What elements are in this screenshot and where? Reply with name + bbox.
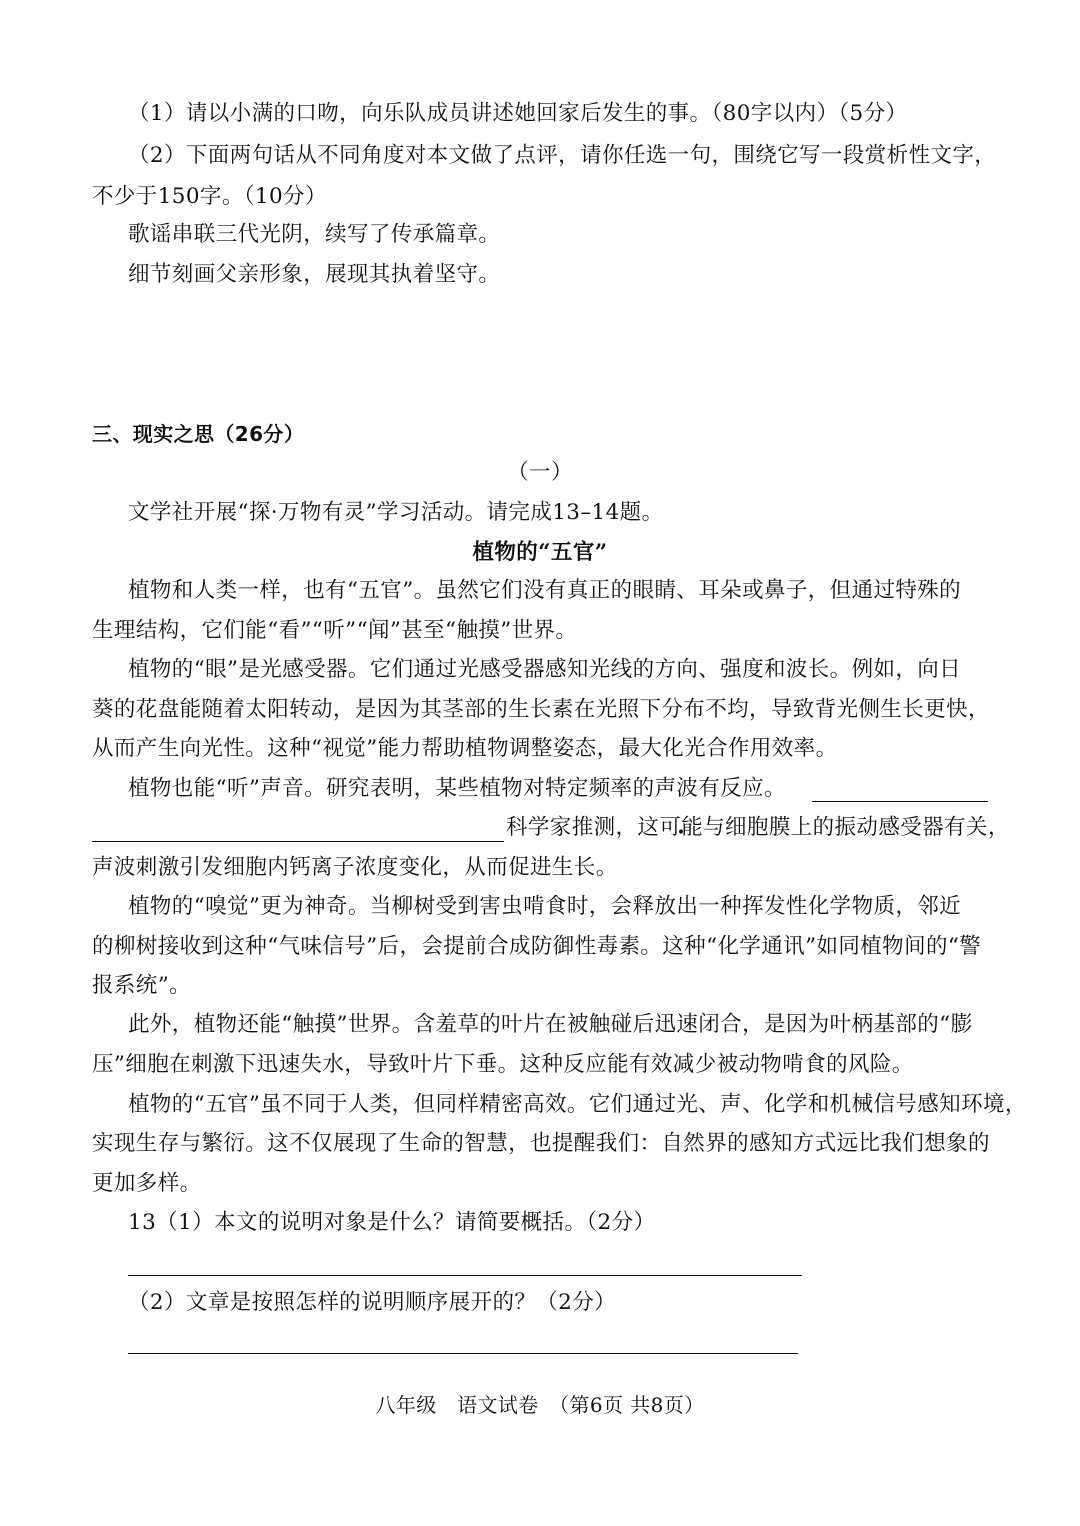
article-title: 植物的“五官” <box>472 540 608 565</box>
paragraph-6-line-3: 更加多样。 <box>92 1171 202 1196</box>
section-heading: 三、现实之思（26分） <box>92 422 305 446</box>
paragraph-3-line-1: 植物也能“听”声音。研究表明，某些植物对特定频率的声波有反应。 <box>128 776 786 801</box>
paragraph-3-line-3: 声波刺激引发细胞内钙离子浓度变化，从而促进生长。 <box>92 855 618 880</box>
paragraph-5-line-1: 此外，植物还能“触摸”世界。含羞草的叶片在被触碰后迅速闭合，是因为叶柄基部的“膨 <box>128 1012 973 1037</box>
question-2-prompt: （2）下面两句话从不同角度对本文做了点评，请你任选一句，围绕它写一段赏析性文字， <box>128 143 997 168</box>
comment-option-2: 细节刻画父亲形象，展现其执着坚守。 <box>128 262 501 287</box>
part-heading: （一） <box>507 460 573 485</box>
paragraph-5-line-2: 压”细胞在刺激下迅速失水，导致叶片下垂。这种反应能有效减少被动物啃食的风险。 <box>92 1052 914 1077</box>
answer-line-13-2[interactable] <box>128 1353 798 1354</box>
paragraph-4-line-1: 植物的“嗅觉”更为神奇。当柳树受到害虫啃食时，会释放出一种挥发性化学物质，邻近 <box>128 894 962 919</box>
fill-in-blank-line-cont[interactable] <box>92 841 504 842</box>
paragraph-4-line-3: 报系统”。 <box>92 973 191 998</box>
activity-intro: 文学社开展“探·万物有灵”学习活动。请完成13–14题。 <box>128 500 664 525</box>
question-13-2: （2）文章是按照怎样的说明顺序展开的？（2分） <box>128 1290 617 1315</box>
paragraph-3-line-2: 科学家推测，这可能 •与细胞膜上的振动感受器有关， <box>506 812 1010 844</box>
fill-in-blank-line[interactable] <box>812 801 988 802</box>
paragraph-6-line-2: 实现生存与繁衍。这不仅展现了生命的智慧，也提醒我们：自然界的感知方式远比我们想象的 <box>92 1131 990 1156</box>
emphasis-dotted-word: 可能 • <box>659 812 703 844</box>
question-2-prompt-cont: 不少于150字。（10分） <box>92 184 327 209</box>
paragraph-2-line-3: 从而产生向光性。这种“视觉”能力帮助植物调整姿态，最大化光合作用效率。 <box>92 736 838 761</box>
paragraph-6-line-1: 植物的“五官”虽不同于人类，但同样精密高效。它们通过光、声、化学和机械信号感知环境， <box>128 1092 1027 1117</box>
paragraph-2-line-2: 葵的花盘能随着太阳转动，是因为其茎部的生长素在光照下分布不均，导致背光侧生长更快， <box>92 697 990 722</box>
comment-option-1: 歌谣串联三代光阴，续写了传承篇章。 <box>128 222 501 247</box>
paragraph-1-line-1: 植物和人类一样，也有“五官”。虽然它们没有真正的眼睛、耳朵或鼻子，但通过特殊的 <box>128 578 962 603</box>
paragraph-2-line-1: 植物的“眼”是光感受器。它们通过光感受器感知光线的方向、强度和波长。例如，向日 <box>128 657 962 682</box>
question-1-prompt: （1）请以小满的口吻，向乐队成员讲述她回家后发生的事。（80字以内）（5分） <box>128 101 908 126</box>
page-footer: 八年级 语文试卷 （第6页 共8页） <box>375 1393 705 1417</box>
paragraph-4-line-2: 的柳树接收到这种“气味信号”后，会提前合成防御性毒素。这种“化学通讯”如同植物间的“警 <box>92 934 982 959</box>
paragraph-1-line-2: 生理结构，它们能“看”“听”“闻”甚至“触摸”世界。 <box>92 618 578 643</box>
answer-line-13-1[interactable] <box>128 1275 802 1276</box>
question-13-1: 13（1）本文的说明对象是什么？请简要概括。（2分） <box>128 1210 656 1235</box>
